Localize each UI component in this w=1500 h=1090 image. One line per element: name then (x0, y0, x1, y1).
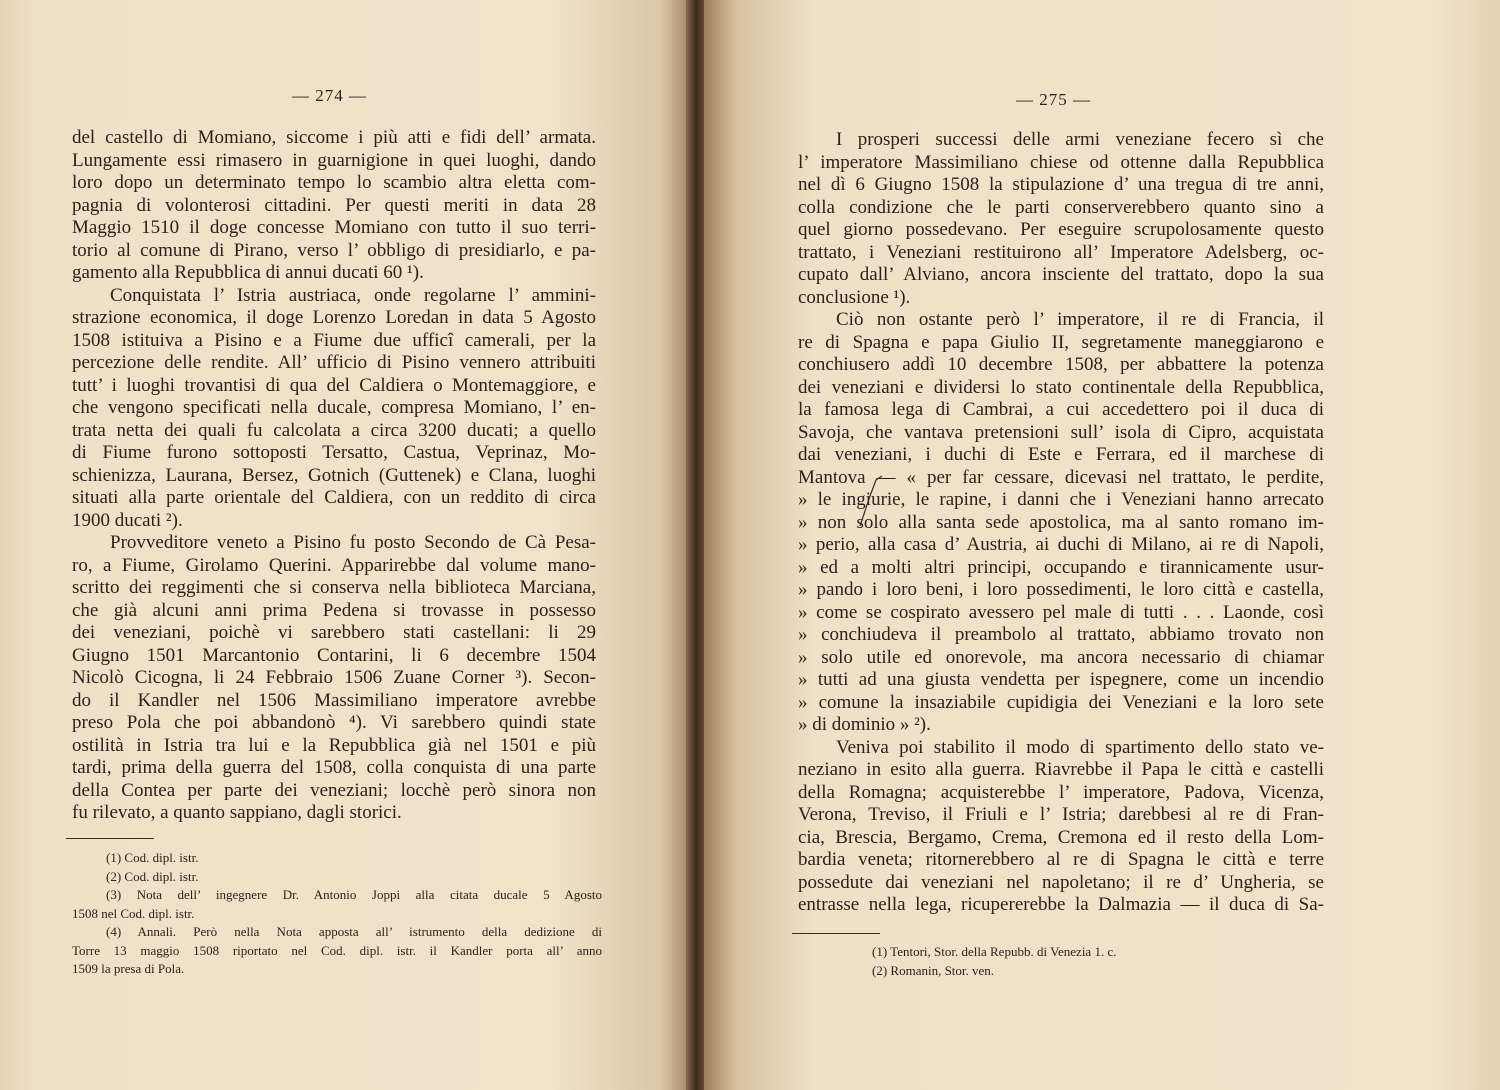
text-line: gamento alla Repubblica di annui ducati 60 ¹). (72, 262, 424, 283)
footnote-line: (3) Nota dell’ ingegnere Dr. Antonio Joppi alla citata ducale 5 Agosto (106, 887, 602, 902)
text-line: » conchiudeva il preambolo al trattato, abbiamo trovato non (798, 624, 1324, 645)
text-line: la famosa lega di Cambrai, a cui accedettero poi il duca di (798, 399, 1324, 420)
footnote-line: (2) Romanin, Stor. ven. (872, 962, 995, 978)
text-line: trattato, i Veneziani restituirono all’ Imperatore Adelsberg, oc- (798, 241, 1324, 263)
text-line: preso Pola che poi abbandonò ⁴). Vi sarebbero quindi state (72, 712, 596, 733)
left-page (0, 0, 688, 1090)
text-line: » perio, alla casa d’ Austria, ai duchi di Milano, ai re di Napoli, (798, 534, 1324, 555)
text-line: tardi, prima della guerra del 1508, colla conquista di una parte (72, 757, 596, 778)
text-line: » come se cospirato avessero pel male di tutti . . . Laonde, così (798, 601, 1324, 623)
text-line: nel dì 6 Giugno 1508 la stipulazione d’ una tregua di tre anni, (798, 174, 1324, 195)
text-line: ro, a Fiume, Girolamo Querini. Apparirebbe dal volume mano- (72, 554, 596, 576)
page-number-left: — 274 — (292, 86, 367, 105)
text-line: » comune la insaziabile cupidigia dei Veneziani e la loro sete (798, 691, 1324, 713)
book-gutter (686, 0, 706, 1090)
text-line: Mantova — « per far cessare, dicevasi nel trattato, le perdite, (798, 466, 1324, 488)
text-line: » pando i loro beni, i loro possedimenti, le loro città e castella, (798, 579, 1324, 600)
text-line: cupato dall’ Alviano, ancora insciente del trattato, dopo la sua (798, 264, 1324, 285)
text-line: conchiusero addì 10 decembre 1508, per abbattere la potenza (798, 354, 1324, 375)
text-line: quel giorno possedevano. Per eseguire scrupolosamente questo (798, 219, 1324, 240)
text-line: percezione delle rendite. All’ ufficio di Pisino vennero attribuiti (72, 352, 596, 373)
text-line: colla condizione che le parti conserverebbero quanto sino a (798, 196, 1324, 218)
text-line: strazione economica, il doge Lorenzo Loredan in data 5 Agosto (72, 307, 596, 328)
text-line: schienizza, Laurana, Bersez, Gotnich (Guttenek) e Clana, luoghi (72, 464, 596, 486)
text-line: » ed a molti altri principi, occupando e tirannicamente usur- (798, 556, 1324, 578)
text-line: » tutti ad una giusta vendetta per ispegnere, come un incendio (798, 669, 1324, 690)
text-line: Ciò non ostante però l’ imperatore, il re di Francia, il (836, 309, 1324, 330)
text-line: scritto dei reggimenti che si conserva nella biblioteca Marciana, (72, 577, 596, 598)
text-line: entrasse nella lega, ricupererebbe la Dalmazia — il duca di Sa- (798, 894, 1324, 915)
text-line: 1900 ducati ²). (72, 509, 183, 531)
text-line: dei veneziani, poichè vi sarebbero stati castellani: li 29 (72, 622, 596, 643)
text-line: cia, Brescia, Bergamo, Crema, Cremona ed il resto della Lom- (798, 826, 1324, 848)
text-line: della Romagna; acquisterebbe l’ imperatore, Padova, Vicenza, (798, 781, 1324, 803)
text-line: l’ imperatore Massimiliano chiese od ottenne dalla Repubblica (798, 151, 1324, 173)
text-line: di Fiume furono sottoposti Tersatto, Castua, Veprinaz, Mo- (72, 442, 596, 463)
text-line: situati alla parte orientale del Caldiera, con un reddito di circa (72, 487, 596, 508)
text-line: 1508 istituiva a Pisino e a Fiume due ufficî camerali, per la (72, 329, 596, 351)
text-line: conclusione ¹). (798, 286, 911, 308)
right-page-footnotes (838, 943, 1238, 980)
text-line: neziano in esito alla guerra. Riavrebbe il Papa le città e castelli (798, 759, 1324, 780)
text-line: do il Kandler nel 1506 Massimiliano imperatore avrebbe (72, 689, 596, 711)
text-line: Veniva poi stabilito il modo di spartimento dello stato ve- (836, 736, 1324, 758)
text-line: dai veneziani, i duchi di Este e Ferrara, ed il marchese di (798, 444, 1324, 465)
text-line: torio al comune di Pirano, verso l’ obbligo di presidiarlo, e pa- (72, 239, 596, 261)
text-line: loro dopo un determinato tempo lo scambio altra eletta com- (72, 172, 596, 193)
text-line: bardia veneta; ritornerebbero al re di Spagna le città e terre (798, 849, 1324, 870)
left-page-body (72, 127, 596, 825)
text-line: fu rilevato, a quanto sappiano, dagli storici. (72, 802, 402, 823)
text-line: Conquistata l’ Istria austriaca, onde regolarne l’ ammini- (110, 284, 596, 306)
text-line: Savoja, che vantava pretensioni sull’ isola di Cipro, acquistata (798, 421, 1324, 443)
text-line: Verona, Treviso, il Friuli e l’ Istria; darebbesi al re di Fran- (798, 804, 1324, 825)
text-line: Provveditore veneto a Pisino fu posto Secondo de Cà Pesa- (110, 532, 596, 553)
text-line: Lungamente essi rimasero in guarnigione in quei luoghi, dando (72, 149, 596, 171)
text-line: Maggio 1510 il doge concesse Momiano con tutto il suo terri- (72, 217, 596, 238)
text-line: che già alcuni anni prima Pedena si trovasse in possesso (72, 599, 596, 621)
text-line: pagnia di volonterosi cittadini. Per questi meriti in data 28 (72, 194, 596, 216)
footnote-line: (2) Cod. dipl. istr. (106, 868, 199, 884)
text-line: I prosperi successi delle armi veneziane fecero sì che (836, 129, 1324, 150)
footnote-line: Torre 13 maggio 1508 riportato nel Cod. dipl. istr. il Kandler porta all’ anno (72, 942, 602, 958)
text-line: del castello di Momiano, siccome i più atti e fidi dell’ armata. (72, 127, 596, 148)
text-line: » solo utile ed onorevole, ma ancora necessario di chiamar (798, 646, 1324, 668)
text-line: Giugno 1501 Marcantonio Contarini, li 6 decembre 1504 (72, 644, 596, 666)
text-line: » non solo alla santa sede apostolica, ma al santo romano im- (798, 511, 1324, 533)
right-page (704, 0, 1500, 1090)
footnote-line: 1509 la presa di Pola. (72, 961, 185, 976)
text-line: della Contea per parte dei veneziani; locchè però sinora non (72, 779, 596, 801)
page-number-right: — 275 — (1016, 90, 1091, 109)
footnote-line: 1508 nel Cod. dipl. istr. (72, 905, 195, 921)
text-line: ostilità in Istria tra lui e la Repubblica già nel 1501 e più (72, 734, 596, 756)
pencil-mark-icon (852, 470, 892, 530)
text-line: re di Spagna e papa Giulio II, segretamente maneggiarono e (798, 331, 1324, 353)
text-line: » di dominio » ²). (798, 714, 931, 735)
text-line: Nicolò Cicogna, li 24 Febbraio 1506 Zuane Corner ³). Secon- (72, 667, 596, 688)
footnote-rule-right (792, 933, 880, 934)
left-page-footnotes (72, 849, 602, 979)
text-line: tutt’ i luoghi trovantisi di qua del Caldiera o Montemaggiore, e (72, 374, 596, 396)
text-line: possedute dai veneziani nel napoletano; il re d’ Ungheria, se (798, 871, 1324, 893)
text-line: dei veneziani e dividersi lo stato continentale della Repubblica, (798, 376, 1324, 398)
footnote-line: (1) Cod. dipl. istr. (106, 850, 199, 865)
footnote-line: (1) Tentori, Stor. della Repubb. di Venezia 1. c. (872, 944, 1117, 959)
text-line: » le ingiurie, le rapine, i danni che i Veneziani hanno arrecato (798, 489, 1324, 510)
footnote-line: (4) Annali. Però nella Nota apposta all’ istrumento della dedizione di (106, 924, 602, 939)
text-line: trata netta dei quali fu calcolata a circa 3200 ducati; a quello (72, 419, 596, 441)
text-line: che vengono specificati nella ducale, compresa Momiano, l’ en- (72, 397, 596, 418)
footnote-rule-left (66, 838, 154, 839)
